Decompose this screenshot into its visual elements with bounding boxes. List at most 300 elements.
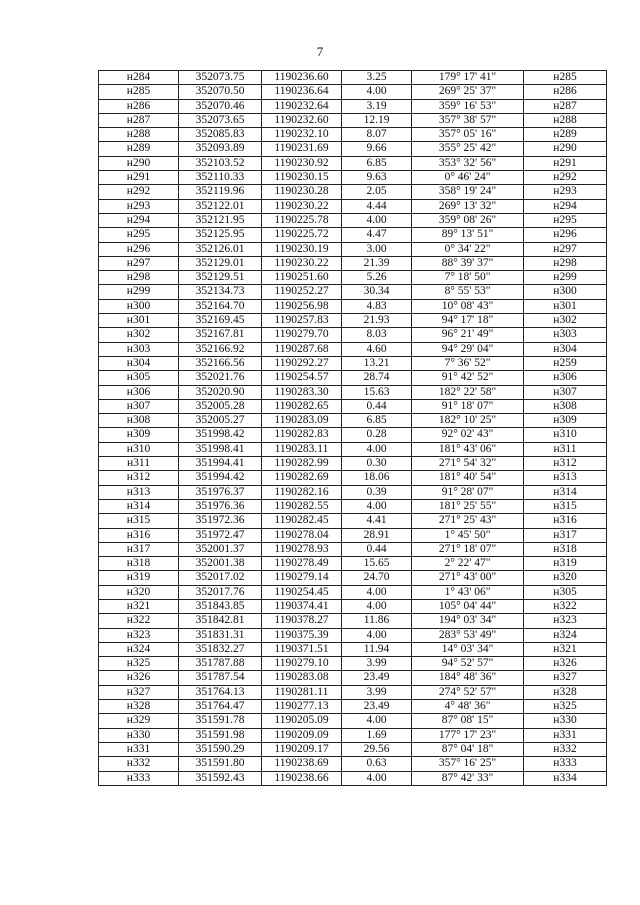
bearing-cell: 8° 55' 53" — [412, 285, 524, 299]
distance-cell: 1.69 — [342, 728, 412, 742]
distance-cell: 15.65 — [342, 557, 412, 571]
next-point-id-cell: н300 — [524, 285, 607, 299]
coord-x-cell: 352017.02 — [179, 571, 262, 585]
next-point-id-cell: н285 — [524, 71, 607, 85]
point-id-cell: н330 — [99, 728, 179, 742]
point-id-cell: н286 — [99, 99, 179, 113]
table-row — [99, 371, 607, 385]
coord-y-cell: 1190279.10 — [262, 657, 342, 671]
point-id-cell: н325 — [99, 657, 179, 671]
next-point-id-cell: н286 — [524, 85, 607, 99]
table-row — [99, 356, 607, 370]
bearing-cell: 181° 40' 54" — [412, 471, 524, 485]
next-point-id-cell: н321 — [524, 642, 607, 656]
point-id-cell: н296 — [99, 242, 179, 256]
point-id-cell: н301 — [99, 314, 179, 328]
table-row — [99, 585, 607, 599]
bearing-cell: 357° 16' 25" — [412, 757, 524, 771]
next-point-id-cell: н311 — [524, 442, 607, 456]
coord-x-cell: 352166.56 — [179, 356, 262, 370]
coord-x-cell: 351787.88 — [179, 657, 262, 671]
next-point-id-cell: н303 — [524, 328, 607, 342]
coord-y-cell: 1190254.57 — [262, 371, 342, 385]
bearing-cell: 91° 18' 07" — [412, 399, 524, 413]
coord-x-cell: 352110.33 — [179, 171, 262, 185]
bearing-cell: 181° 25' 55" — [412, 499, 524, 513]
coord-y-cell: 1190282.45 — [262, 514, 342, 528]
distance-cell: 0.30 — [342, 457, 412, 471]
distance-cell: 0.63 — [342, 757, 412, 771]
point-id-cell: н305 — [99, 371, 179, 385]
distance-cell: 4.00 — [342, 442, 412, 456]
point-id-cell: н321 — [99, 599, 179, 613]
next-point-id-cell: н322 — [524, 599, 607, 613]
coord-y-cell: 1190282.65 — [262, 399, 342, 413]
point-id-cell: н310 — [99, 442, 179, 456]
bearing-cell: 91° 28' 07" — [412, 485, 524, 499]
coord-x-cell: 352021.76 — [179, 371, 262, 385]
bearing-cell: 14° 03' 34" — [412, 642, 524, 656]
table-row — [99, 485, 607, 499]
coord-y-cell: 1190257.83 — [262, 314, 342, 328]
table-row — [99, 99, 607, 113]
bearing-cell: 271° 54' 32" — [412, 457, 524, 471]
coord-y-cell: 1190283.09 — [262, 414, 342, 428]
table-row — [99, 85, 607, 99]
coord-x-cell: 351591.98 — [179, 728, 262, 742]
coord-y-cell: 1190282.99 — [262, 457, 342, 471]
point-id-cell: н329 — [99, 714, 179, 728]
distance-cell: 23.49 — [342, 700, 412, 714]
distance-cell: 8.07 — [342, 128, 412, 142]
coord-y-cell: 1190209.17 — [262, 742, 342, 756]
coord-x-cell: 351998.42 — [179, 428, 262, 442]
point-id-cell: н314 — [99, 499, 179, 513]
distance-cell: 4.00 — [342, 213, 412, 227]
table-row — [99, 742, 607, 756]
coord-y-cell: 1190282.55 — [262, 499, 342, 513]
bearing-cell: 1° 43' 06" — [412, 585, 524, 599]
next-point-id-cell: н292 — [524, 171, 607, 185]
table-row — [99, 614, 607, 628]
bearing-cell: 0° 34' 22" — [412, 242, 524, 256]
point-id-cell: н299 — [99, 285, 179, 299]
distance-cell: 3.00 — [342, 242, 412, 256]
coord-x-cell: 351592.43 — [179, 771, 262, 785]
coord-y-cell: 1190238.66 — [262, 771, 342, 785]
page-number: 7 — [316, 44, 324, 59]
next-point-id-cell: н324 — [524, 628, 607, 642]
table-row — [99, 514, 607, 528]
coord-y-cell: 1190230.92 — [262, 156, 342, 170]
distance-cell: 4.41 — [342, 514, 412, 528]
coord-y-cell: 1190278.04 — [262, 528, 342, 542]
distance-cell: 3.99 — [342, 685, 412, 699]
distance-cell: 4.44 — [342, 199, 412, 213]
next-point-id-cell: н320 — [524, 571, 607, 585]
coord-y-cell: 1190378.27 — [262, 614, 342, 628]
distance-cell: 30.34 — [342, 285, 412, 299]
table-row — [99, 185, 607, 199]
coord-x-cell: 351787.54 — [179, 671, 262, 685]
distance-cell: 21.93 — [342, 314, 412, 328]
table-row — [99, 399, 607, 413]
distance-cell: 4.00 — [342, 628, 412, 642]
distance-cell: 0.28 — [342, 428, 412, 442]
distance-cell: 9.63 — [342, 171, 412, 185]
coord-y-cell: 1190282.69 — [262, 471, 342, 485]
coord-x-cell: 351591.78 — [179, 714, 262, 728]
coord-y-cell: 1190230.19 — [262, 242, 342, 256]
bearing-cell: 194° 03' 34" — [412, 614, 524, 628]
table-row — [99, 757, 607, 771]
table-row — [99, 271, 607, 285]
distance-cell: 28.74 — [342, 371, 412, 385]
coord-y-cell: 1190230.15 — [262, 171, 342, 185]
next-point-id-cell: н308 — [524, 399, 607, 413]
next-point-id-cell: н332 — [524, 742, 607, 756]
bearing-cell: 274° 52' 57" — [412, 685, 524, 699]
bearing-cell: 357° 05' 16" — [412, 128, 524, 142]
coord-x-cell: 351831.31 — [179, 628, 262, 642]
distance-cell: 2.05 — [342, 185, 412, 199]
next-point-id-cell: н325 — [524, 700, 607, 714]
coord-x-cell: 352122.01 — [179, 199, 262, 213]
coord-y-cell: 1190232.60 — [262, 113, 342, 127]
table-row — [99, 571, 607, 585]
next-point-id-cell: н316 — [524, 514, 607, 528]
coord-x-cell: 352070.46 — [179, 99, 262, 113]
coord-x-cell: 351590.29 — [179, 742, 262, 756]
next-point-id-cell: н323 — [524, 614, 607, 628]
distance-cell: 6.85 — [342, 156, 412, 170]
bearing-cell: 94° 29' 04" — [412, 342, 524, 356]
distance-cell: 3.25 — [342, 71, 412, 85]
coord-y-cell: 1190252.27 — [262, 285, 342, 299]
point-id-cell: н302 — [99, 328, 179, 342]
table-row — [99, 285, 607, 299]
coord-x-cell: 352001.37 — [179, 542, 262, 556]
table-row — [99, 328, 607, 342]
table-row — [99, 471, 607, 485]
table-row — [99, 414, 607, 428]
next-point-id-cell: н307 — [524, 385, 607, 399]
coord-y-cell: 1190225.78 — [262, 213, 342, 227]
point-id-cell: н308 — [99, 414, 179, 428]
table-row — [99, 128, 607, 142]
point-id-cell: н284 — [99, 71, 179, 85]
point-id-cell: н287 — [99, 113, 179, 127]
next-point-id-cell: н314 — [524, 485, 607, 499]
bearing-cell: 179° 17' 41" — [412, 71, 524, 85]
distance-cell: 28.91 — [342, 528, 412, 542]
distance-cell: 4.00 — [342, 771, 412, 785]
table-row — [99, 199, 607, 213]
table-row — [99, 714, 607, 728]
coord-x-cell: 351764.47 — [179, 700, 262, 714]
table-row — [99, 642, 607, 656]
table-row — [99, 557, 607, 571]
distance-cell: 29.56 — [342, 742, 412, 756]
bearing-cell: 271° 25' 43" — [412, 514, 524, 528]
bearing-cell: 91° 42' 52" — [412, 371, 524, 385]
next-point-id-cell: н331 — [524, 728, 607, 742]
bearing-cell: 94° 52' 57" — [412, 657, 524, 671]
bearing-cell: 87° 08' 15" — [412, 714, 524, 728]
coord-x-cell: 352134.73 — [179, 285, 262, 299]
next-point-id-cell: н306 — [524, 371, 607, 385]
distance-cell: 4.00 — [342, 85, 412, 99]
next-point-id-cell: н294 — [524, 199, 607, 213]
coord-y-cell: 1190374.41 — [262, 599, 342, 613]
next-point-id-cell: н328 — [524, 685, 607, 699]
bearing-cell: 7° 36' 52" — [412, 356, 524, 370]
coord-y-cell: 1190283.08 — [262, 671, 342, 685]
point-id-cell: н331 — [99, 742, 179, 756]
table-row — [99, 142, 607, 156]
next-point-id-cell: н333 — [524, 757, 607, 771]
bearing-cell: 94° 17' 18" — [412, 314, 524, 328]
next-point-id-cell: н310 — [524, 428, 607, 442]
point-id-cell: н297 — [99, 256, 179, 270]
distance-cell: 9.66 — [342, 142, 412, 156]
coord-y-cell: 1190251.60 — [262, 271, 342, 285]
next-point-id-cell: н289 — [524, 128, 607, 142]
coord-x-cell: 352119.96 — [179, 185, 262, 199]
point-id-cell: н311 — [99, 457, 179, 471]
point-id-cell: н309 — [99, 428, 179, 442]
bearing-cell: 269° 13' 32" — [412, 199, 524, 213]
coord-y-cell: 1190236.64 — [262, 85, 342, 99]
point-id-cell: н319 — [99, 571, 179, 585]
point-id-cell: н322 — [99, 614, 179, 628]
point-id-cell: н293 — [99, 199, 179, 213]
bearing-cell: 87° 42' 33" — [412, 771, 524, 785]
next-point-id-cell: н291 — [524, 156, 607, 170]
coord-x-cell: 351976.36 — [179, 499, 262, 513]
coord-y-cell: 1190279.14 — [262, 571, 342, 585]
next-point-id-cell: н288 — [524, 113, 607, 127]
distance-cell: 0.39 — [342, 485, 412, 499]
point-id-cell: н317 — [99, 542, 179, 556]
bearing-cell: 2° 22' 47" — [412, 557, 524, 571]
next-point-id-cell: н290 — [524, 142, 607, 156]
next-point-id-cell: н304 — [524, 342, 607, 356]
distance-cell: 13.21 — [342, 356, 412, 370]
next-point-id-cell: н312 — [524, 457, 607, 471]
point-id-cell: н285 — [99, 85, 179, 99]
bearing-cell: 10° 08' 43" — [412, 299, 524, 313]
distance-cell: 0.44 — [342, 399, 412, 413]
table-row — [99, 771, 607, 785]
point-id-cell: н313 — [99, 485, 179, 499]
bearing-cell: 0° 46' 24" — [412, 171, 524, 185]
point-id-cell: н323 — [99, 628, 179, 642]
bearing-cell: 177° 17' 23" — [412, 728, 524, 742]
bearing-cell: 359° 16' 53" — [412, 99, 524, 113]
next-point-id-cell: н317 — [524, 528, 607, 542]
table-row — [99, 685, 607, 699]
distance-cell: 4.60 — [342, 342, 412, 356]
bearing-cell: 271° 18' 07" — [412, 542, 524, 556]
coord-x-cell: 351976.37 — [179, 485, 262, 499]
coord-x-cell: 352001.38 — [179, 557, 262, 571]
coord-x-cell: 352085.83 — [179, 128, 262, 142]
bearing-cell: 7° 18' 50" — [412, 271, 524, 285]
table-row — [99, 528, 607, 542]
next-point-id-cell: н297 — [524, 242, 607, 256]
point-id-cell: н291 — [99, 171, 179, 185]
point-id-cell: н316 — [99, 528, 179, 542]
next-point-id-cell: н293 — [524, 185, 607, 199]
bearing-cell: 181° 43' 06" — [412, 442, 524, 456]
next-point-id-cell: н301 — [524, 299, 607, 313]
table-row — [99, 700, 607, 714]
coord-x-cell: 352129.51 — [179, 271, 262, 285]
bearing-cell: 105° 04' 44" — [412, 599, 524, 613]
coord-y-cell: 1190282.83 — [262, 428, 342, 442]
next-point-id-cell: н296 — [524, 228, 607, 242]
next-point-id-cell: н326 — [524, 657, 607, 671]
coord-y-cell: 1190225.72 — [262, 228, 342, 242]
coord-y-cell: 1190281.11 — [262, 685, 342, 699]
coord-y-cell: 1190209.09 — [262, 728, 342, 742]
distance-cell: 15.63 — [342, 385, 412, 399]
table-row — [99, 113, 607, 127]
bearing-cell: 96° 21' 49" — [412, 328, 524, 342]
coord-y-cell: 1190230.28 — [262, 185, 342, 199]
point-id-cell: н312 — [99, 471, 179, 485]
coord-y-cell: 1190232.10 — [262, 128, 342, 142]
next-point-id-cell: н298 — [524, 256, 607, 270]
bearing-cell: 92° 02' 43" — [412, 428, 524, 442]
table-row — [99, 428, 607, 442]
distance-cell: 4.00 — [342, 499, 412, 513]
coord-x-cell: 352070.50 — [179, 85, 262, 99]
coord-y-cell: 1190236.60 — [262, 71, 342, 85]
coord-x-cell: 352020.90 — [179, 385, 262, 399]
distance-cell: 4.00 — [342, 599, 412, 613]
table-row — [99, 728, 607, 742]
point-id-cell: н328 — [99, 700, 179, 714]
coord-y-cell: 1190283.30 — [262, 385, 342, 399]
coord-x-cell: 351843.85 — [179, 599, 262, 613]
coordinates-table-body — [99, 71, 607, 786]
coord-y-cell: 1190371.51 — [262, 642, 342, 656]
bearing-cell: 4° 48' 36" — [412, 700, 524, 714]
bearing-cell: 355° 25' 42" — [412, 142, 524, 156]
next-point-id-cell: н299 — [524, 271, 607, 285]
coord-x-cell: 352121.95 — [179, 213, 262, 227]
next-point-id-cell: н302 — [524, 314, 607, 328]
point-id-cell: н303 — [99, 342, 179, 356]
point-id-cell: н298 — [99, 271, 179, 285]
point-id-cell: н327 — [99, 685, 179, 699]
distance-cell: 21.39 — [342, 256, 412, 270]
point-id-cell: н324 — [99, 642, 179, 656]
table-row — [99, 542, 607, 556]
point-id-cell: н295 — [99, 228, 179, 242]
table-row — [99, 314, 607, 328]
table-row — [99, 628, 607, 642]
coord-x-cell: 352129.01 — [179, 256, 262, 270]
coord-x-cell: 351998.41 — [179, 442, 262, 456]
next-point-id-cell: н318 — [524, 542, 607, 556]
distance-cell: 11.94 — [342, 642, 412, 656]
coord-x-cell: 352164.70 — [179, 299, 262, 313]
point-id-cell: н289 — [99, 142, 179, 156]
coordinates-table — [98, 70, 607, 786]
distance-cell: 12.19 — [342, 113, 412, 127]
point-id-cell: н320 — [99, 585, 179, 599]
coord-x-cell: 351972.47 — [179, 528, 262, 542]
point-id-cell: н307 — [99, 399, 179, 413]
table-row — [99, 242, 607, 256]
next-point-id-cell: н295 — [524, 213, 607, 227]
point-id-cell: н294 — [99, 213, 179, 227]
bearing-cell: 89° 13' 51" — [412, 228, 524, 242]
table-row — [99, 71, 607, 85]
distance-cell: 23.49 — [342, 671, 412, 685]
table-row — [99, 342, 607, 356]
coord-y-cell: 1190230.22 — [262, 256, 342, 270]
coord-x-cell: 352103.52 — [179, 156, 262, 170]
coord-x-cell: 352005.28 — [179, 399, 262, 413]
table-row — [99, 657, 607, 671]
next-point-id-cell: н305 — [524, 585, 607, 599]
coord-x-cell: 351994.41 — [179, 457, 262, 471]
table-row — [99, 457, 607, 471]
bearing-cell: 1° 45' 50" — [412, 528, 524, 542]
bearing-cell: 353° 32' 56" — [412, 156, 524, 170]
distance-cell: 5.26 — [342, 271, 412, 285]
coord-x-cell: 351591.80 — [179, 757, 262, 771]
table-row — [99, 299, 607, 313]
distance-cell: 4.83 — [342, 299, 412, 313]
point-id-cell: н318 — [99, 557, 179, 571]
coord-y-cell: 1190232.64 — [262, 99, 342, 113]
coord-x-cell: 352166.92 — [179, 342, 262, 356]
point-id-cell: н292 — [99, 185, 179, 199]
next-point-id-cell: н330 — [524, 714, 607, 728]
next-point-id-cell: н315 — [524, 499, 607, 513]
coord-x-cell: 351994.42 — [179, 471, 262, 485]
bearing-cell: 87° 04' 18" — [412, 742, 524, 756]
next-point-id-cell: н334 — [524, 771, 607, 785]
coord-y-cell: 1190231.69 — [262, 142, 342, 156]
point-id-cell: н315 — [99, 514, 179, 528]
next-point-id-cell: н327 — [524, 671, 607, 685]
table-row — [99, 442, 607, 456]
coord-y-cell: 1190278.93 — [262, 542, 342, 556]
point-id-cell: н288 — [99, 128, 179, 142]
table-row — [99, 499, 607, 513]
coord-x-cell: 352125.95 — [179, 228, 262, 242]
next-point-id-cell: н313 — [524, 471, 607, 485]
bearing-cell: 357° 38' 57" — [412, 113, 524, 127]
coord-y-cell: 1190287.68 — [262, 342, 342, 356]
point-id-cell: н304 — [99, 356, 179, 370]
distance-cell: 4.00 — [342, 585, 412, 599]
point-id-cell: н300 — [99, 299, 179, 313]
coord-x-cell: 351972.36 — [179, 514, 262, 528]
point-id-cell: н332 — [99, 757, 179, 771]
coord-y-cell: 1190205.09 — [262, 714, 342, 728]
distance-cell: 4.47 — [342, 228, 412, 242]
table-row — [99, 171, 607, 185]
bearing-cell: 359° 08' 26" — [412, 213, 524, 227]
next-point-id-cell: н287 — [524, 99, 607, 113]
